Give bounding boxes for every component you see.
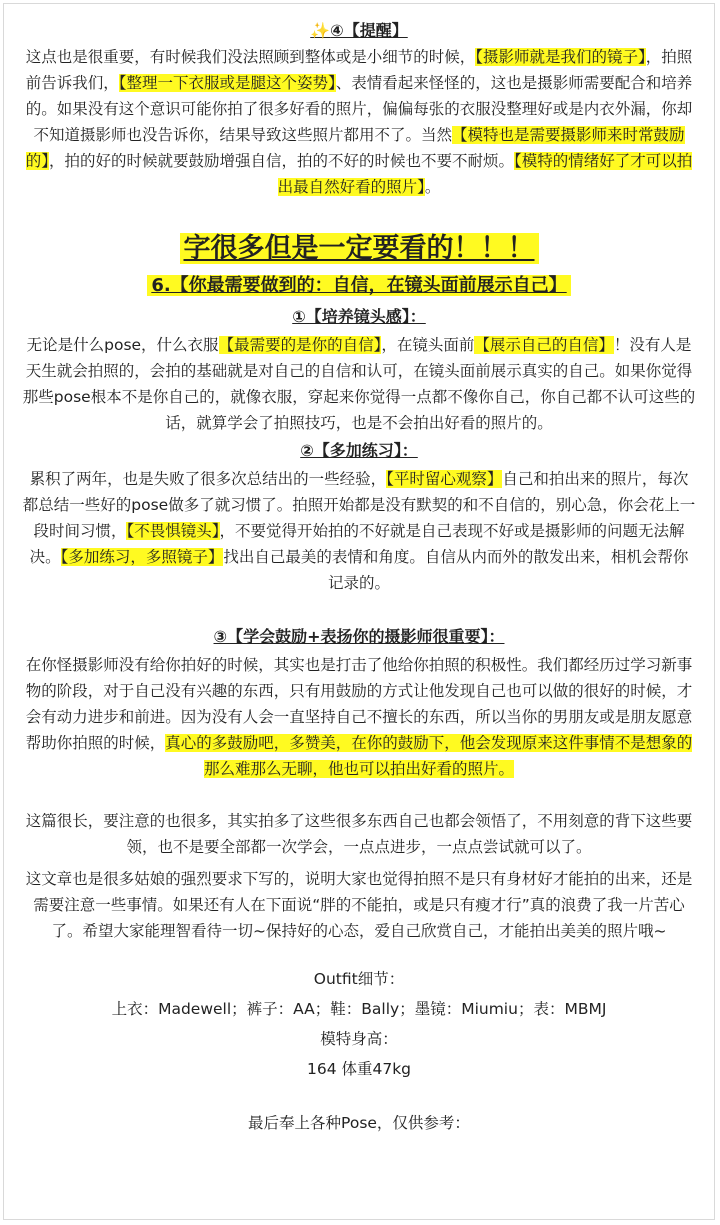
highlight: 【平时留心观察】	[386, 470, 503, 488]
subsection-2-title: ②【多加练习】：	[300, 441, 418, 460]
closing-paragraph-1: 这篇很长，要注意的也很多，其实拍多了这些很多东西自己也都会领悟了，不用刻意的背下这些要领，也不是要全部都一次学会，一点点进步，一点点尝试就可以了。	[25, 812, 693, 856]
article-frame	[3, 3, 715, 1220]
reminder-paragraph: 这点也是很重要，有时候我们没法照顾到整体或是小细节的时候，【摄影师就是我们的镜子】，拍照前告诉我们，【整理一下衣服或是腿这个姿势】、表情看起来怪怪的，这也是摄影师需要配合和培养的。如果没有这个意识可能你拍了很多好看的照片，偏偏每张的衣服没整理好或是内衣外漏，你却不知道摄影师也没告诉你，结果导致这些照片都用不了。当然【模特也是需要摄影师来时常鼓励的】，拍的好的时候就要鼓励增强自信，拍的不好的时候也不要不耐烦。【模特的情绪好了才可以拍出最自然好看的照片】。	[25, 48, 693, 196]
subsection-1-title: ①【培养镜头感】：	[292, 307, 426, 326]
subsection-3-paragraph: 在你怪摄影师没有给你拍好的时候，其实也是打击了他给你拍照的积极性。我们都经历过学习新事物的阶段，对于自己没有兴趣的东西，只有用鼓励的方式让他发现自己也可以做的很好的时候，才会有动力进步和前进。因为没有人会一直坚持自己不擅长的东西，所以当你的男朋友或是朋友愿意帮助你拍照的时候，真心的多鼓励吧，多赞美，在你的鼓励下，他会发现原来这件事情不是想象的那么难那么无聊，他也可以拍出好看的照片。	[25, 656, 693, 778]
highlight: 真心的多鼓励吧，多赞美，在你的鼓励下，他会发现原来这件事情不是想象的那么难那么无聊，他也可以拍出好看的照片。	[165, 734, 693, 778]
big-title: 字很多但是一定要看的！！！	[22, 230, 696, 268]
highlight: 【不畏惧镜头】	[126, 522, 220, 540]
highlight: 【最需要的是你的自信】	[218, 336, 382, 354]
reminder-heading: ✨④【提醒】	[310, 21, 408, 40]
model-height-label: 模特身高：	[320, 1030, 398, 1048]
footer-note: 最后奉上各种Pose，仅供参考：	[248, 1114, 470, 1132]
highlight: 【整理一下衣服或是腿这个姿势】	[118, 74, 336, 92]
sparkle-icon: ✨	[310, 21, 331, 40]
highlight: 【摄影师就是我们的镜子】	[475, 48, 646, 66]
subsection-3-title: ③【学会鼓励+表扬你的摄影师很重要】：	[213, 627, 505, 646]
subsection-1-paragraph: 无论是什么pose，什么衣服【最需要的是你的自信】，在镜头面前【展示自己的自信】！没有人是天生就会拍照的，会拍的基础就是对自己的自信和认可，在镜头面前展示真实的自己。如果你觉得那些pose根本不是你自己的，就像衣服，穿起来你觉得一点都不像你自己，你自己都不认可这些的话，就算学会了拍照技巧，也是不会拍出好看的照片的。	[22, 336, 696, 432]
subsection-2-paragraph: 累积了两年，也是失败了很多次总结出的一些经验，【平时留心观察】自己和拍出来的照片，每次都总结一些好的pose做多了就习惯了。拍照开始都是没有默契的和不自信的，别心急，你会花上一段时间习惯，【不畏惧镜头】，不要觉得开始拍的不好就是自己表现不好或是摄影师的问题无法解决。【多加练习，多照镜子】找出自己最美的表情和角度。自信从内而外的散发出来，相机会帮你记录的。	[22, 470, 696, 592]
highlight: 【多加练习，多照镜子】	[60, 548, 224, 566]
highlight: 【展示自己的自信】	[474, 336, 614, 354]
section-6-title: 6.【你最需要做到的：自信，在镜头面前展示自己】	[22, 272, 696, 300]
article-content	[4, 4, 714, 1136]
outfit-items: 上衣：Madewell；裤子：AA；鞋：Bally；墨镜：Miumiu；表：MBMJ	[111, 1000, 607, 1018]
highlight: 【模特也是需要摄影师来时常鼓励的】	[25, 126, 685, 170]
model-height-value: 164 体重47kg	[306, 1060, 412, 1078]
closing-paragraph-2: 这文章也是很多姑娘的强烈要求下写的，说明大家也觉得拍照不是只有身材好才能拍的出来，还是需要注意一些事情。如果还有人在下面说“胖的不能拍，或是只有瘦才行”真的浪费了我一片苦心了。希望大家能理智看待一切~保持好的心态，爱自己欣赏自己，才能拍出美美的照片哦~	[25, 870, 693, 940]
highlight: 【模特的情绪好了才可以拍出最自然好看的照片】	[277, 152, 693, 196]
outfit-title: Outfit细节：	[313, 970, 405, 988]
